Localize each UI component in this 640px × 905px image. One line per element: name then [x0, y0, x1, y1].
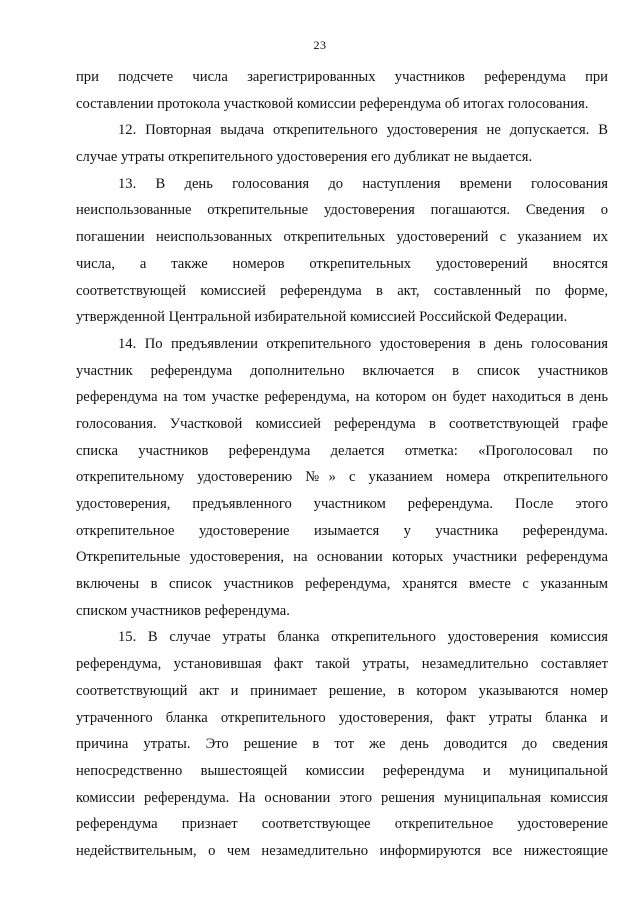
text-line: удостоверения, предъявленного участником референдума. После этого: [76, 496, 608, 512]
text-line: соответствующей комиссией референдума в акт, составленный по форме,: [76, 282, 608, 299]
text-line: голосования. Участковой комиссией референдума в соответствующей графе: [76, 415, 608, 432]
text-line: непосредственно вышестоящей комиссии референдума и муниципальной: [76, 762, 608, 779]
page-number: 23: [313, 38, 327, 52]
text-line: 12. Повторная выдача открепительного удостоверения не допускается. В: [118, 122, 608, 139]
text-line: комиссии референдума. На основании этого решения муниципальная комиссия: [76, 789, 608, 806]
text-line: числа, а также номеров открепительных удостоверений вносятся: [76, 255, 608, 272]
text-line: открепительному удостоверению №» с указанием номера открепительного: [76, 469, 608, 486]
text-line: референдума на том участке референдума, на котором он будет находиться в день: [76, 389, 608, 406]
text-line: референдума признает соответствующее открепительное удостоверение: [76, 816, 608, 833]
text-line: 14. По предъявлении открепительного удостоверения в день голосования: [118, 335, 608, 352]
text-line: референдума, установившая факт такой утраты, незамедлительно составляет: [76, 656, 608, 673]
text-line: недействительным, о чем незамедлительно информируются все нижестоящие: [76, 842, 608, 859]
text-line: составлении протокола участковой комиссии референдума об итогах голосования.: [76, 95, 589, 112]
text-line: списком участников референдума.: [76, 602, 290, 619]
text-line: участник референдума дополнительно включается в список участников: [76, 362, 608, 379]
text-line: утвержденной Центральной избирательной комиссией Российской Федерации.: [76, 309, 568, 326]
text-line: причина утраты. Это решение в тот же день доводится до сведения: [76, 736, 608, 753]
text-line: открепительное удостоверение изымается у участника референдума.: [76, 522, 608, 539]
text-line: неиспользованные открепительные удостоверения погашаются. Сведения о: [76, 202, 608, 219]
text-line: 13. В день голосования до наступления времени голосования: [118, 175, 608, 192]
text-line: утраченного бланка открепительного удостоверения, факт утраты бланка и: [76, 709, 608, 726]
text-line: соответствующий акт и принимает решение, в котором указываются номер: [76, 682, 608, 699]
text-line: списка участников референдума делается отметка: «Проголосовал по: [76, 442, 608, 459]
text-line: при подсчете числа зарегистрированных участников референдума при: [76, 69, 608, 85]
text-line: погашении неиспользованных открепительных удостоверений с указанием их: [76, 229, 608, 246]
text-line: Открепительные удостоверения, на основании которых участники референдума: [76, 549, 608, 566]
text-line: 15. В случае утраты бланка открепительного удостоверения комиссия: [118, 629, 608, 646]
text-line: случае утраты открепительного удостоверения его дубликат не выдается.: [76, 149, 533, 166]
text-line: включены в список участников референдума, хранятся вместе с указанным: [76, 576, 608, 593]
document-body: [76, 64, 608, 865]
